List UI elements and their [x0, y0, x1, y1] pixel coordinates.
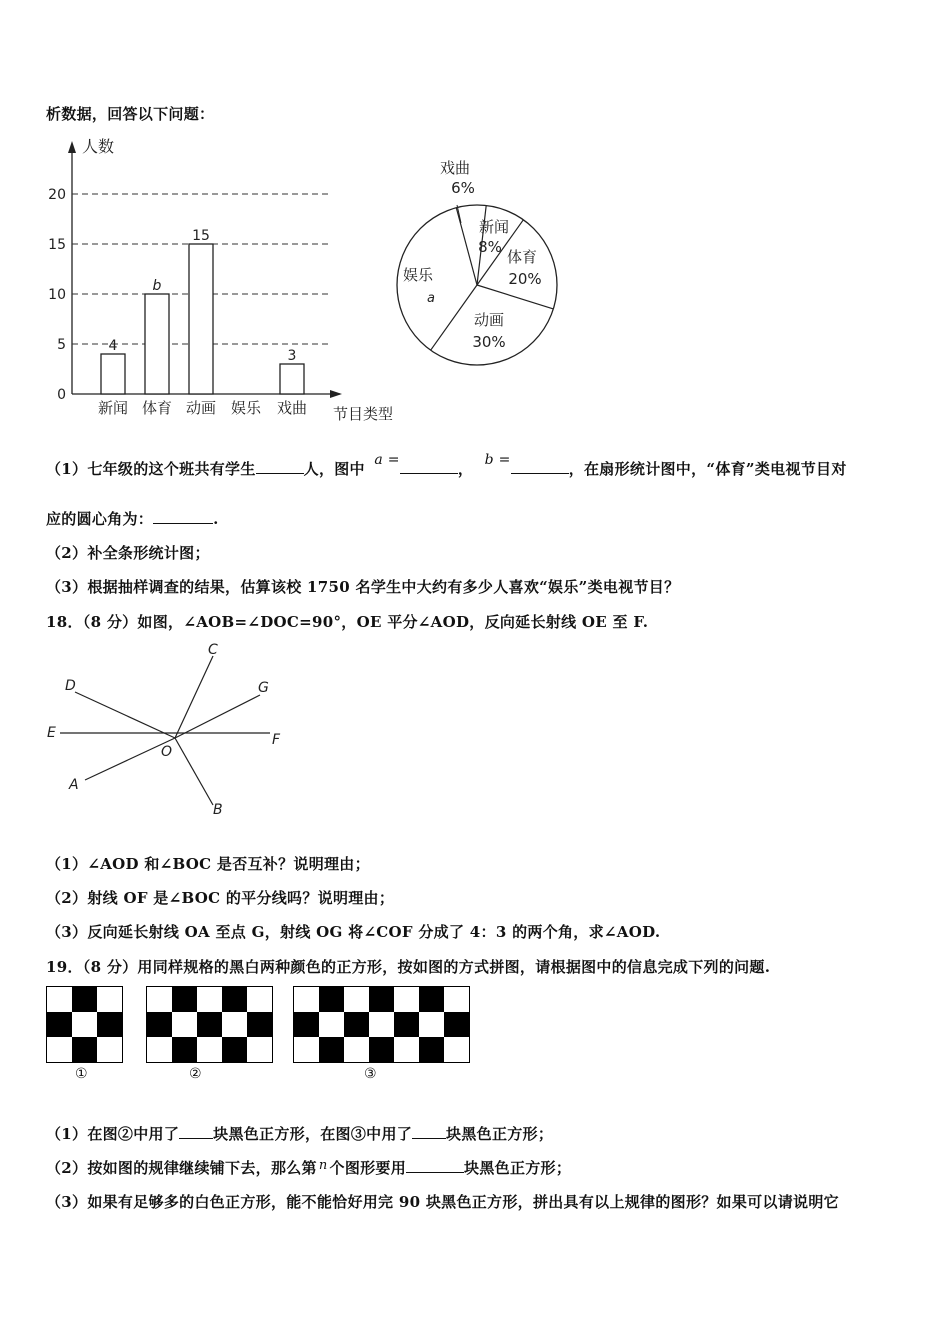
bar	[145, 294, 169, 394]
bar	[189, 244, 213, 394]
q17-p1-c: ，在扇形统计图中，“体育”类电视节目对	[568, 460, 847, 478]
white-square	[47, 987, 72, 1012]
white-square	[97, 1037, 122, 1062]
pie-slice-name: 体育	[506, 248, 538, 266]
black-square	[319, 987, 344, 1012]
caption-2: ②	[189, 1066, 202, 1082]
q17-p1-b: 人，图中	[303, 460, 365, 478]
ray-ob	[175, 738, 213, 805]
a-blank[interactable]	[400, 459, 458, 474]
label-d: D	[65, 678, 76, 694]
black-square	[369, 987, 394, 1012]
black-square	[172, 1037, 197, 1062]
black-square	[294, 1012, 319, 1037]
pie-slice-value: 20%	[508, 270, 542, 288]
x-tick-label: 体育	[141, 399, 173, 417]
q19-part2	[46, 1157, 571, 1178]
bar-value-label: 3	[287, 348, 297, 364]
q17-p1-d: 应的圆心角为：	[46, 510, 154, 528]
pie-slice-value: a	[427, 291, 435, 306]
pie-slice-name: 动画	[473, 311, 505, 329]
y-tick-label: 15	[48, 237, 66, 253]
white-square	[222, 1012, 247, 1037]
white-square	[444, 1037, 469, 1062]
a-equals: a =	[374, 452, 400, 468]
black-square	[222, 987, 247, 1012]
black-square	[222, 1037, 247, 1062]
q19-part3: （3）如果有足够多的白色正方形，能不能恰好用完 90 块黑色正方形，拼出具有以上规律的图形？如果可以请说明它	[46, 1193, 839, 1211]
pie-slice-name: 新闻	[478, 218, 510, 236]
black-square	[344, 1012, 369, 1037]
white-square	[47, 1037, 72, 1062]
pie-slice-value: 8%	[478, 238, 502, 256]
q19-p1-a: （1）在图②中用了	[46, 1125, 180, 1143]
white-square	[197, 987, 222, 1012]
white-square	[197, 1037, 222, 1062]
q19-p2-b: 个图形要用	[329, 1159, 407, 1177]
q17-part1-cont	[46, 508, 219, 529]
x-tick-label: 新闻	[97, 399, 129, 417]
black-square	[319, 1037, 344, 1062]
angle-diagram	[40, 640, 300, 825]
q18-stem: 18．（8 分）如图，∠AOB=∠DOC=90°，OE 平分∠AOD，反向延长射线 OE 至 F.	[46, 613, 649, 631]
pie-slice-name: 戏曲	[439, 159, 471, 177]
white-square	[147, 987, 172, 1012]
ray-oc	[175, 656, 213, 738]
white-square	[319, 1012, 344, 1037]
label-a: A	[69, 777, 79, 793]
label-f: F	[272, 732, 281, 748]
tile-pattern-1	[46, 986, 123, 1063]
bar-value-label: 15	[192, 228, 210, 244]
bar-value-label: 4	[108, 338, 118, 354]
pie-slice-value: 6%	[451, 179, 475, 197]
pie-chart	[385, 145, 575, 375]
black-square	[444, 1012, 469, 1037]
black-square	[394, 1012, 419, 1037]
black-square	[72, 1037, 97, 1062]
pie-slice-name: 娱乐	[402, 266, 434, 284]
q18-part1: （1）∠AOD 和∠BOC 是否互补？说明理由；	[46, 855, 370, 873]
bar-chart	[40, 135, 410, 425]
white-square	[419, 1012, 444, 1037]
white-square	[344, 987, 369, 1012]
q19-p2-a: （2）按如图的规律继续铺下去，那么第	[46, 1159, 317, 1177]
black-square	[419, 987, 444, 1012]
white-square	[344, 1037, 369, 1062]
white-square	[172, 1012, 197, 1037]
white-square	[294, 987, 319, 1012]
label-g: G	[258, 680, 269, 696]
x-axis-label: 节目类型	[333, 405, 394, 423]
q19-part1	[46, 1123, 553, 1144]
caption-1: ①	[75, 1066, 88, 1082]
ray-od	[75, 692, 175, 738]
black-square	[369, 1037, 394, 1062]
black-square	[172, 987, 197, 1012]
black-square	[147, 1012, 172, 1037]
q19-p1-c: 块黑色正方形；	[446, 1125, 554, 1143]
bar-value-label: b	[152, 278, 162, 294]
white-square	[394, 1037, 419, 1062]
tile-pattern-2	[146, 986, 273, 1063]
q19-p1-b: 块黑色正方形，在图③中用了	[213, 1125, 413, 1143]
tile-pattern-3	[293, 986, 470, 1063]
q19-p2-c: 块黑色正方形；	[464, 1159, 572, 1177]
y-axis-label: 人数	[82, 137, 115, 156]
white-square	[444, 987, 469, 1012]
white-square	[294, 1037, 319, 1062]
black-square	[47, 1012, 72, 1037]
black-square	[197, 1012, 222, 1037]
y-tick-label: 5	[57, 337, 66, 353]
angle-blank[interactable]	[153, 509, 213, 524]
label-e: E	[47, 725, 56, 741]
n-variable: n	[318, 1158, 328, 1173]
q18-part2: （2）射线 OF 是∠BOC 的平分线吗？说明理由；	[46, 889, 395, 907]
x-axis-arrow	[330, 390, 342, 398]
white-square	[394, 987, 419, 1012]
q17-period: .	[213, 510, 219, 528]
white-square	[72, 1012, 97, 1037]
bar	[101, 354, 125, 394]
black-square	[419, 1037, 444, 1062]
pie-slice-value: 30%	[472, 333, 506, 351]
q19-stem: 19．（8 分）用同样规格的黑白两种颜色的正方形，按如图的方式拼图，请根据图中的信息完成下列的问题.	[46, 958, 771, 976]
intro-text: 析数据，回答以下问题：	[46, 105, 215, 123]
white-square	[97, 987, 122, 1012]
black-square	[97, 1012, 122, 1037]
students-blank[interactable]	[256, 459, 304, 474]
x-tick-label: 戏曲	[276, 399, 308, 417]
y-tick-label: 20	[48, 187, 66, 203]
black-square	[247, 1012, 272, 1037]
label-b: B	[213, 802, 223, 818]
b-blank[interactable]	[511, 459, 569, 474]
q17-part1	[46, 452, 847, 479]
white-square	[369, 1012, 394, 1037]
white-square	[247, 1037, 272, 1062]
nth-blank[interactable]	[406, 1158, 464, 1173]
q17-part2: （2）补全条形统计图；	[46, 544, 210, 562]
ray-og	[175, 695, 260, 738]
y-tick-label: 10	[48, 287, 66, 303]
label-o: O	[161, 744, 173, 760]
bar	[280, 364, 304, 394]
q17-comma: ，	[457, 460, 474, 478]
black-square	[72, 987, 97, 1012]
y-tick-label: 0	[57, 387, 66, 403]
x-tick-label: 动画	[185, 399, 217, 417]
caption-3: ③	[364, 1066, 377, 1082]
fig3-blank[interactable]	[412, 1124, 446, 1139]
q18-part3: （3）反向延长射线 OA 至点 G，射线 OG 将∠COF 分成了 4：3 的两个角，求∠AOD.	[46, 923, 661, 941]
fig2-blank[interactable]	[179, 1124, 213, 1139]
q17-p1-a: （1）七年级的这个班共有学生	[46, 460, 256, 478]
b-equals: b =	[484, 452, 511, 468]
q17-part3: （3）根据抽样调查的结果，估算该校 1750 名学生中大约有多少人喜欢“娱乐”类电视节目？	[46, 578, 680, 596]
white-square	[247, 987, 272, 1012]
white-square	[147, 1037, 172, 1062]
label-c: C	[208, 642, 218, 658]
y-axis-arrow	[68, 141, 76, 153]
x-tick-label: 娱乐	[230, 399, 262, 417]
